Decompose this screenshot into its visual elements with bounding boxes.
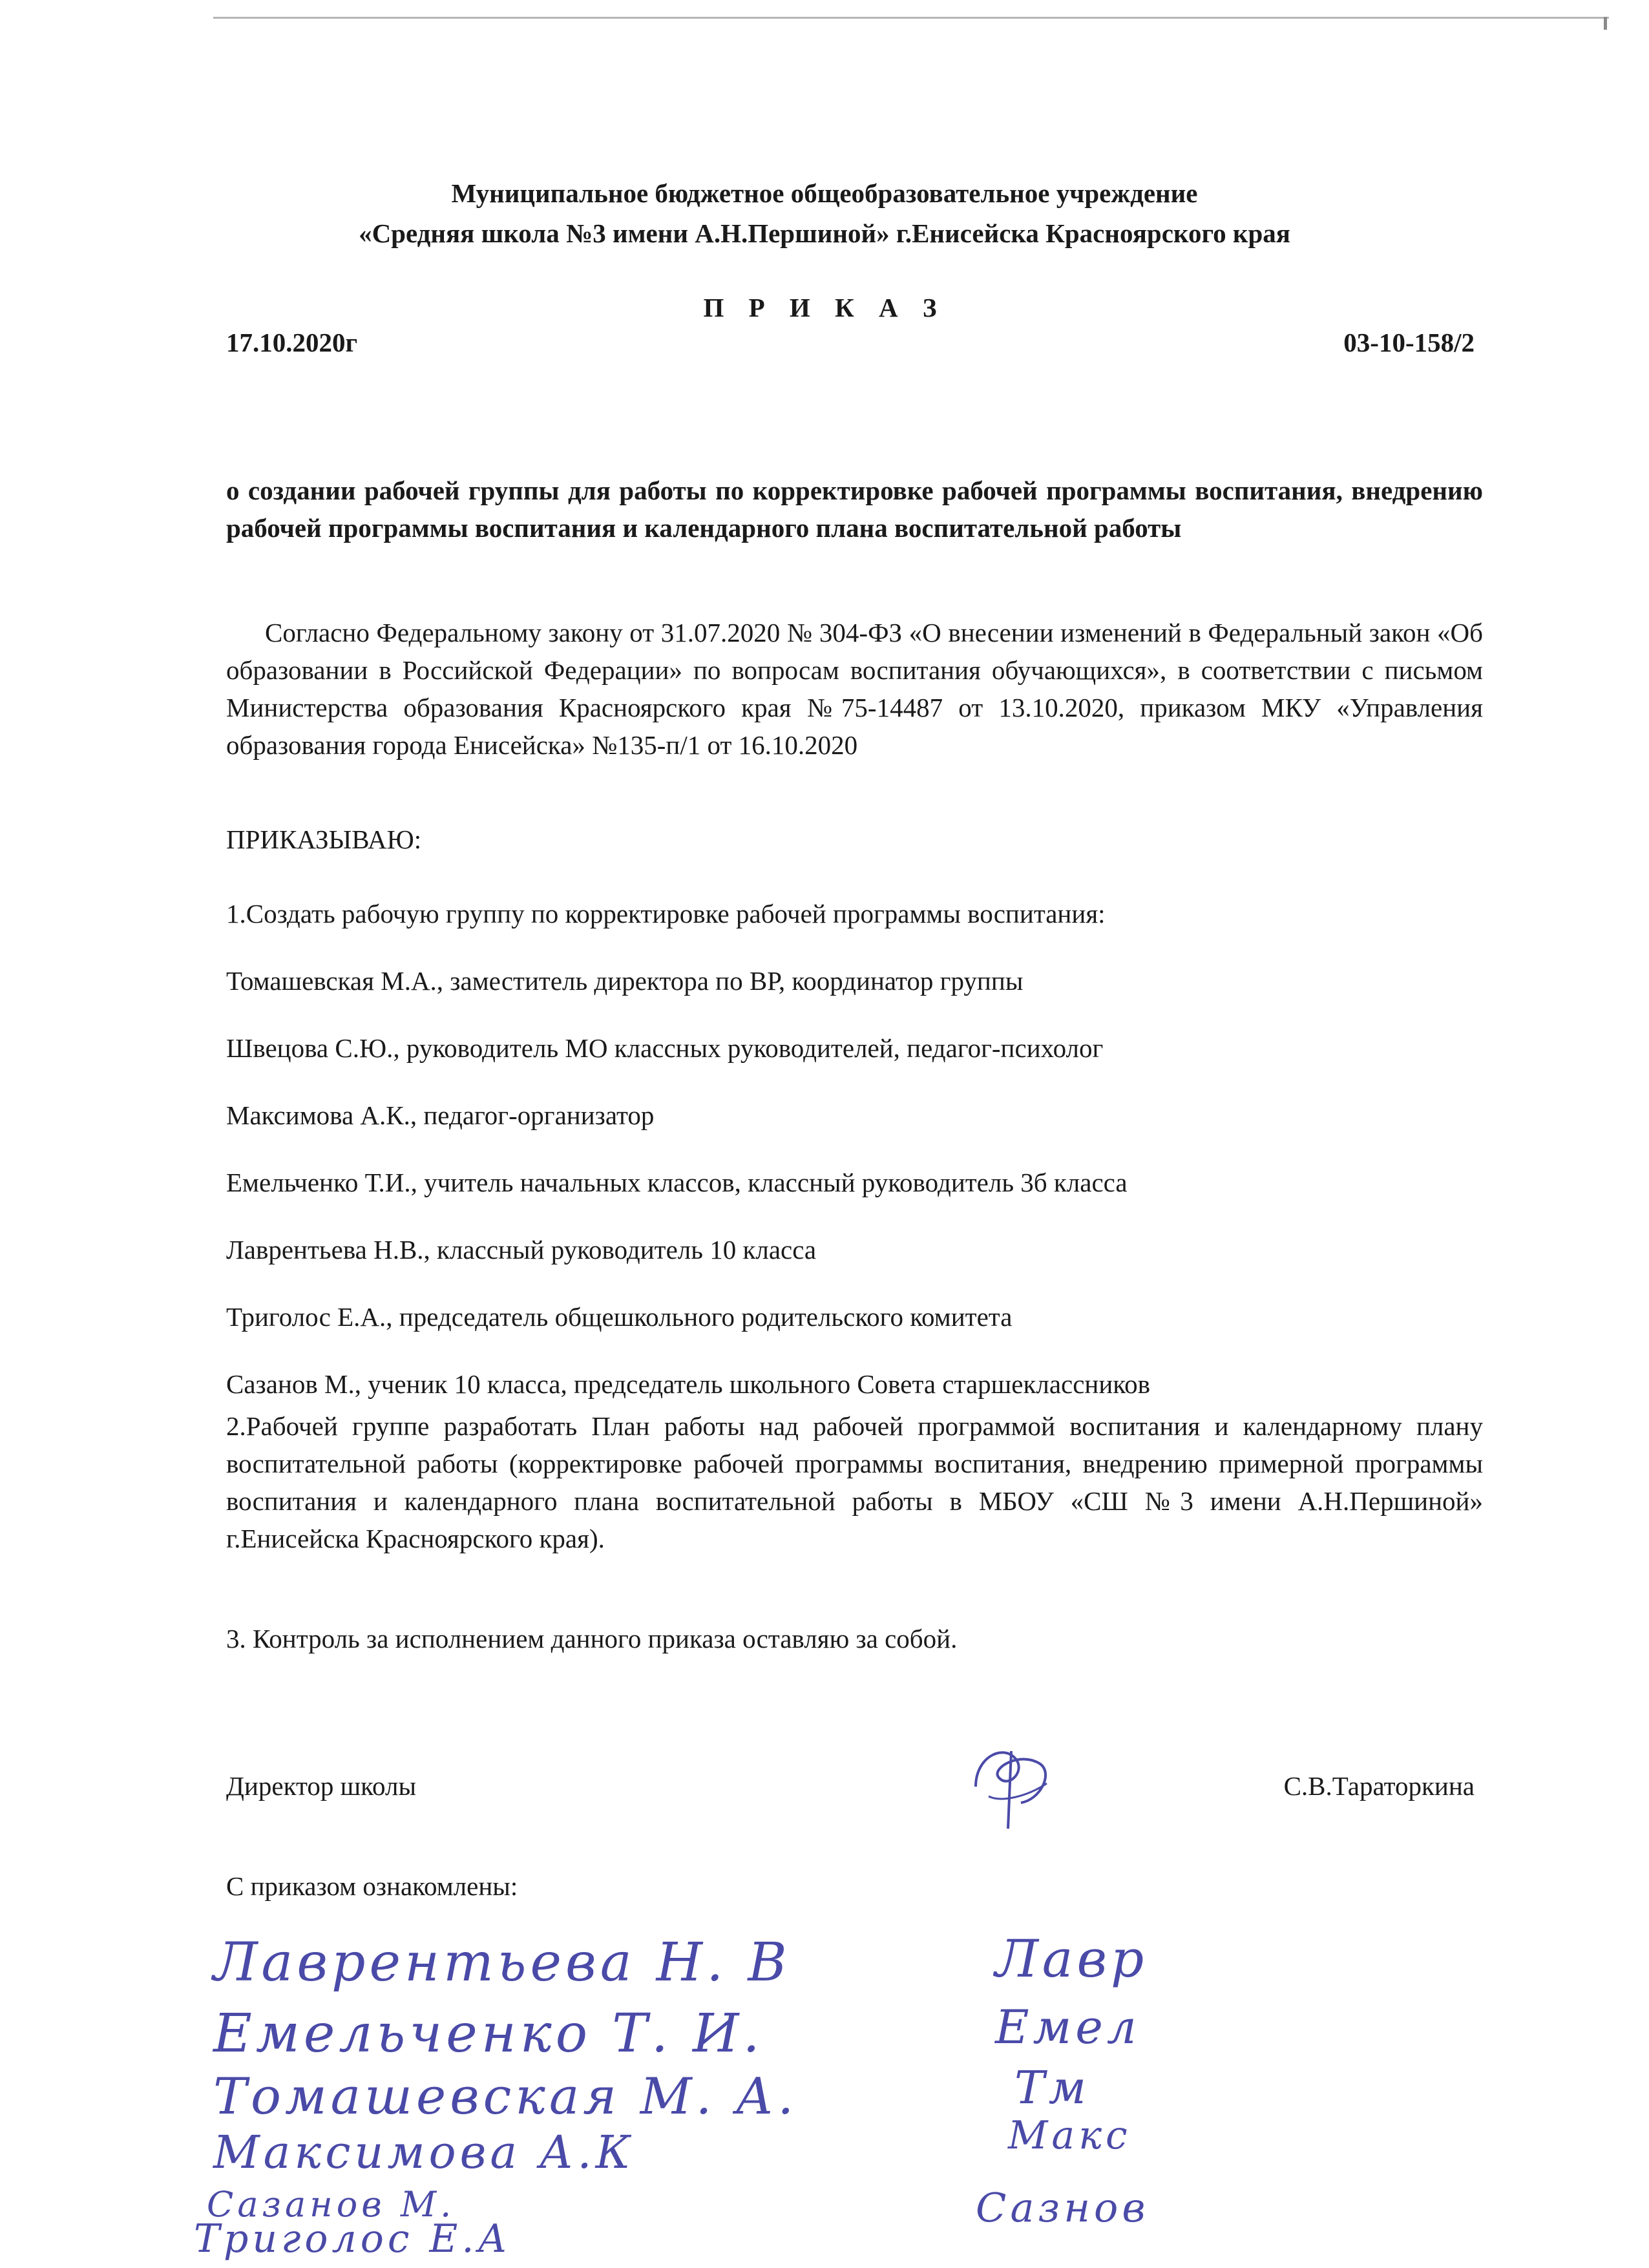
signature-mark: Тм	[1014, 2061, 1090, 2114]
familiarized-label: С приказом ознакомлены:	[226, 1871, 518, 1901]
handwritten-name: Сазанов М.	[207, 2184, 456, 2225]
signature-mark: Сазнов	[976, 2184, 1150, 2231]
director-signature	[963, 1738, 1060, 1835]
scan-edge-line	[213, 17, 1609, 19]
member-item: Максимова А.К., педагог-организатор	[226, 1100, 655, 1130]
handwritten-name: Томашевская М. А.	[213, 2068, 798, 2126]
order-title: П Р И К А З	[703, 293, 946, 322]
member-item: Емельченко Т.И., учитель начальных классов, классный руководитель 3б класса	[226, 1168, 1128, 1197]
member-item: Триголос Е.А., председатель общешкольного родительского комитета	[226, 1302, 1013, 1332]
member-item: Швецова С.Ю., руководитель МО классных руководителей, педагог-психолог	[226, 1033, 1104, 1063]
member-item: Лаврентьева Н.В., классный руководитель 10 класса	[226, 1235, 817, 1265]
order-subject: о создании рабочей группы для работы по корректировке рабочей программы воспитания, внедрению рабочей программы воспитания и календарного плана воспитательной работы	[226, 476, 1483, 543]
director-title: Директор школы	[226, 1771, 416, 1801]
working-group-list	[226, 965, 1150, 1436]
order-word: ПРИКАЗЫВАЮ:	[226, 824, 422, 854]
signature-mark: Емел	[995, 2000, 1140, 2054]
handwritten-name: Емельченко Т. И.	[213, 2003, 764, 2064]
member-item: Томашевская М.А., заместитель директора по ВР, координатор группы	[226, 966, 1024, 996]
order-item-2: 2.Рабочей группе разработать План работы над рабочей программой воспитания и календарному плану воспитательной работы (корректировке рабочей программы воспитания, внедрению примерной программы воспитания и календарного плана воспитательной работы в МБОУ «СШ №3 имени А.Н.Першиной» г.Енисейска Красноярского края).	[226, 1411, 1483, 1553]
order-item-1: 1.Создать рабочую группу по корректировке рабочей программы воспитания:	[226, 899, 1106, 929]
handwritten-name: Максимова А.К	[213, 2126, 635, 2179]
order-item-3: 3. Контроль за исполнением данного приказа оставляю за собой.	[226, 1624, 958, 1654]
handwritten-name: Триголос Е.А	[194, 2216, 511, 2262]
order-preamble: Согласно Федеральному закону от 31.07.2020 № 304-ФЗ «О внесении изменений в Федеральный закон «Об образовании в Российской Федерации» по вопросам воспитания обучающихся», в соответствии с письмом Министерства образования Красноярского края №75-14487 от 13.10.2020, приказом МКУ «Управления образования города Енисейска» №135-п/1 от 16.10.2020	[226, 618, 1483, 760]
handwritten-name: Лаврентьева Н. В	[213, 1932, 791, 1993]
director-name: С.В.Тараторкина	[1283, 1771, 1475, 1801]
member-item: Сазанов М., ученик 10 класса, председатель школьного Совета старшеклассников	[226, 1369, 1150, 1399]
scan-edge-mark	[1604, 17, 1607, 30]
signature-mark: Макс	[1008, 2113, 1131, 2158]
school-name-line2: «Средняя школа №3 имени А.Н.Першиной» г.Енисейска Красноярского края	[359, 218, 1290, 248]
order-number: 03-10-158/2	[1343, 328, 1475, 357]
school-header	[0, 173, 1649, 253]
signature-mark: Лавр	[995, 1929, 1148, 1989]
school-name-line1: Муниципальное бюджетное общеобразовательное учреждение	[451, 178, 1198, 208]
order-date: 17.10.2020г	[226, 328, 358, 357]
